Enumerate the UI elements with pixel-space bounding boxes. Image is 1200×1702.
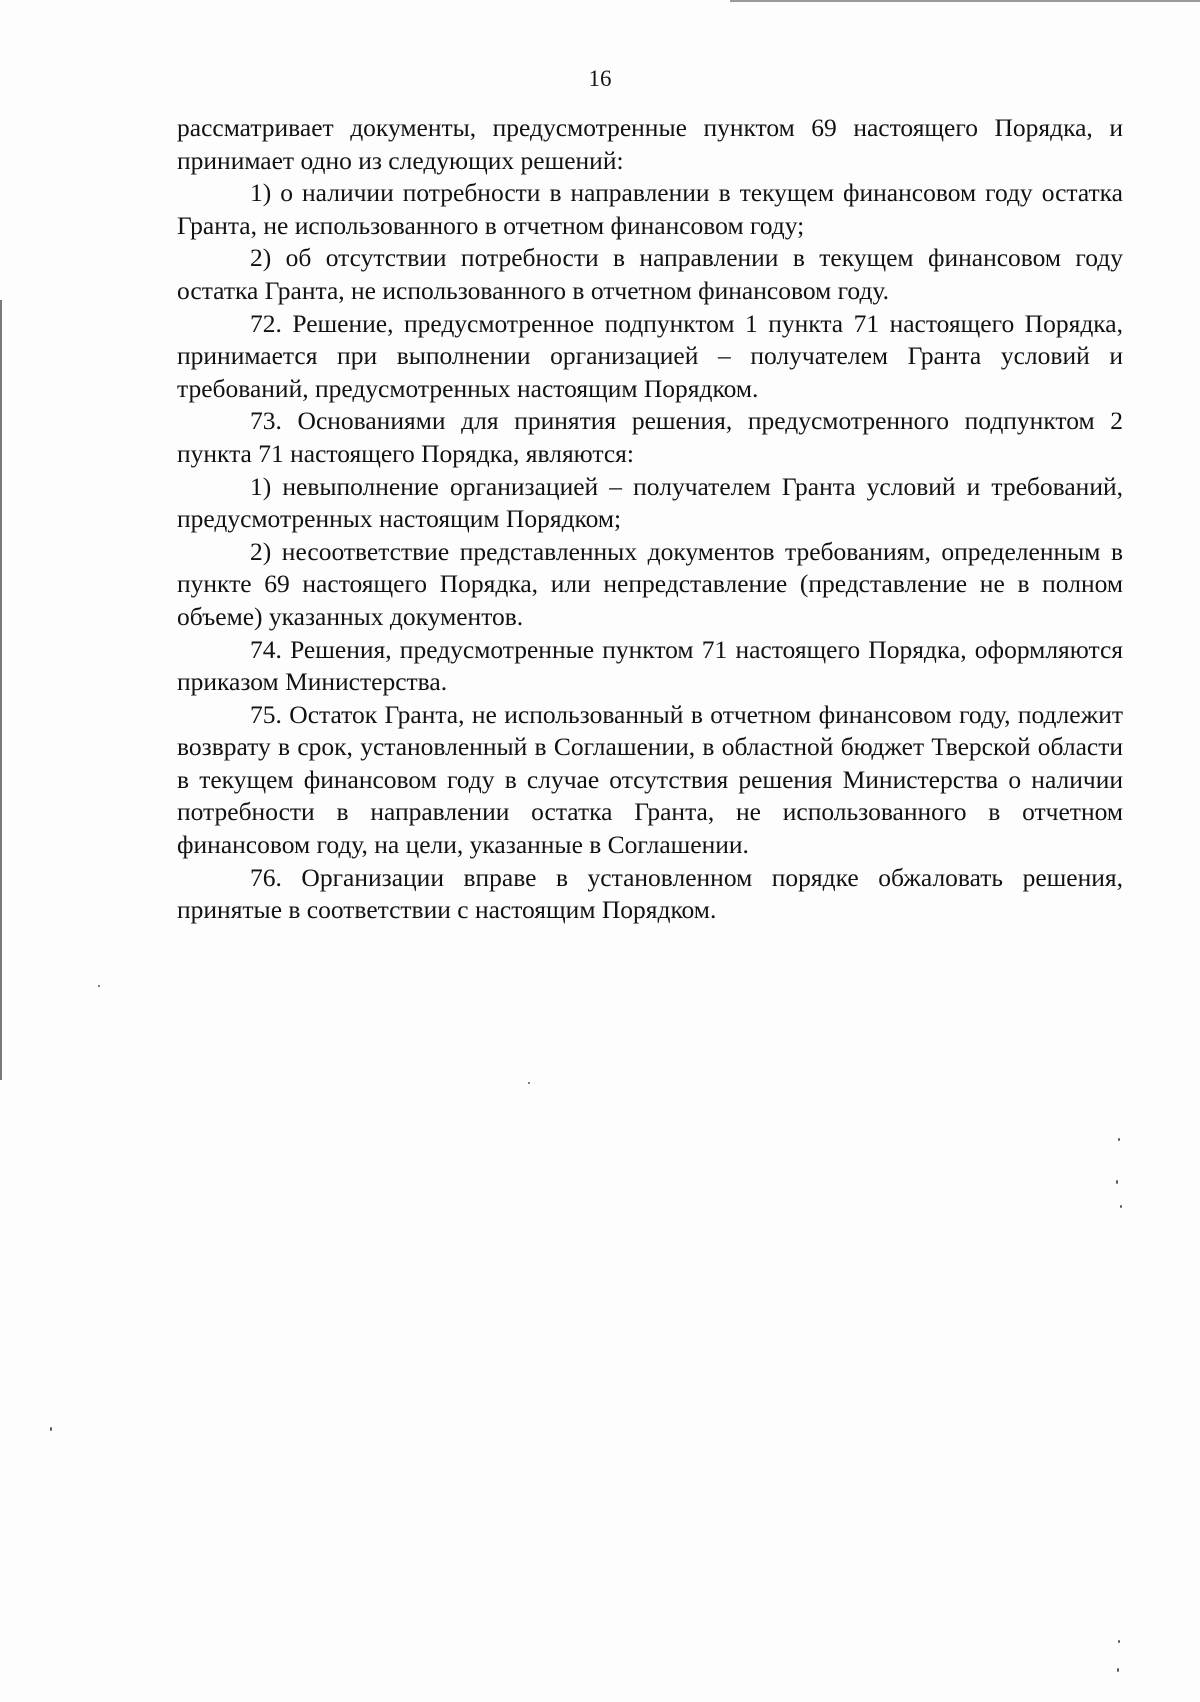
paragraph-71-item-2: 2) об отсутствии потребности в направлении в текущем финансовом году остатка Гранта, не использованного в отчетном финансовом году. xyxy=(177,243,1123,305)
scan-speck xyxy=(98,985,100,987)
paragraph-76: 76. Организации вправе в установленном порядке обжаловать решения, принятые в соответствии с настоящим Порядком. xyxy=(177,862,1123,925)
paragraph-71-item-1: 1) о наличии потребности в направлении в текущем финансовом году остатка Гранта, не использованного в отчетном финансовом году; xyxy=(177,178,1123,240)
scan-speck xyxy=(50,1427,52,1431)
scan-speck xyxy=(1116,1180,1118,1184)
scan-speck xyxy=(1118,1640,1120,1643)
scan-edge-top xyxy=(730,0,1200,2)
scan-speck xyxy=(528,1082,530,1084)
paragraph-72: 72. Решение, предусмотренное подпунктом 1 пункта 71 настоящего Порядка, принимается при выполнении организацией – получателем Гранта условий и требований, предусмотренных настоящим Порядком. xyxy=(177,308,1123,403)
body-text xyxy=(177,112,1123,927)
paragraph-73-item-2: 2) несоответствие представленных документов требованиям, определенным в пункте 69 настоящего Порядка, или непредставление (представление не в полном объеме) указанных документов. xyxy=(177,536,1123,631)
scan-edge-left xyxy=(0,300,2,1080)
paragraph-75: 75. Остаток Гранта, не использованный в отчетном финансовом году, подлежит возврату в срок, установленный в Соглашении, в областной бюджет Тверской области в текущем финансовом году в случае отсутствия решения Министерства о наличии потребности в направлении остатка Гранта, не использованного в отчетном финансовом году, на цели, указанные в Соглашении. xyxy=(177,699,1123,860)
scan-speck xyxy=(1118,1138,1120,1141)
paragraph-73-item-1: 1) невыполнение организацией – получателем Гранта условий и требований, предусмотренных настоящим Порядком; xyxy=(177,471,1123,534)
scan-speck xyxy=(1120,1205,1122,1208)
paragraph-74: 74. Решения, предусмотренные пунктом 71 настоящего Порядка, оформляются приказом Министерства. xyxy=(177,634,1123,697)
paragraph-73: 73. Основаниями для принятия решения, предусмотренного подпунктом 2 пункта 71 настоящего Порядка, являются: xyxy=(177,406,1123,468)
page-number: 16 xyxy=(588,66,612,91)
paragraph-continuation: рассматривает документы, предусмотренные пунктом 69 настоящего Порядка, и принимает одно из следующих решений: xyxy=(177,113,1123,175)
scan-speck xyxy=(1117,1668,1119,1672)
